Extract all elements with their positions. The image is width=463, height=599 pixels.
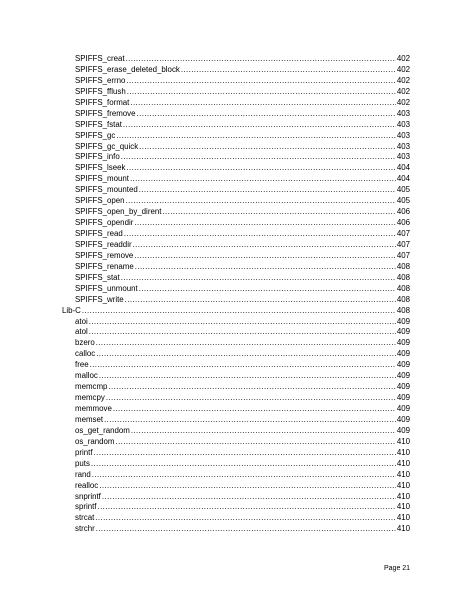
toc-entry-page: 405 (396, 185, 410, 195)
toc-entry[interactable] (62, 327, 410, 338)
dot-leader (162, 207, 395, 218)
dot-leader (89, 317, 396, 328)
dot-leader (96, 338, 396, 349)
dot-leader (139, 284, 396, 295)
toc-entry-page: 403 (396, 130, 410, 140)
toc-entry[interactable] (62, 152, 410, 163)
dot-leader (94, 448, 396, 459)
toc-entry-page: 410 (396, 524, 410, 534)
dot-leader (115, 437, 395, 448)
toc-entry-title: SPIFFS_creat (75, 54, 125, 63)
toc-entry-page: 407 (396, 250, 410, 260)
toc-entry-page: 410 (396, 480, 410, 490)
toc-entry-page: 409 (396, 404, 410, 413)
toc-entry-title: SPIFFS_fflush (75, 86, 126, 96)
toc-entry-title: SPIFFS_opendir (75, 218, 134, 228)
toc-entry[interactable] (62, 109, 410, 120)
toc-entry-title: atol (75, 327, 88, 337)
toc-entry-page: 402 (396, 75, 410, 85)
dot-leader (95, 513, 396, 524)
toc-entry-page: 402 (396, 97, 410, 107)
toc-entry-page: 410 (396, 513, 410, 523)
toc-entry[interactable] (62, 76, 410, 87)
toc-entry[interactable] (62, 262, 410, 273)
toc-entry[interactable] (62, 502, 410, 513)
toc-entry[interactable] (62, 98, 410, 109)
toc-entry[interactable] (62, 207, 410, 218)
toc-entry-title: realloc (75, 480, 99, 490)
toc-entry-title: os_get_random (75, 425, 130, 435)
toc-entry-title: free (75, 360, 89, 370)
toc-entry-page: 402 (396, 64, 410, 74)
toc-entry-page: 409 (396, 382, 410, 392)
dot-leader (125, 295, 396, 306)
toc-entry-title: memset (75, 414, 104, 424)
dot-leader (91, 459, 396, 470)
toc-entry-page: 408 (396, 283, 410, 293)
toc-entry-title: SPIFFS_gc_quick (75, 141, 139, 151)
toc-entry[interactable] (62, 284, 410, 295)
toc-entry[interactable] (62, 371, 410, 382)
toc-entry-page: 403 (396, 141, 410, 151)
toc-entry-page: 410 (396, 502, 410, 512)
dot-leader (139, 142, 396, 153)
dot-leader (139, 185, 396, 196)
dot-leader (90, 360, 396, 371)
toc-entry-title: sprintf (75, 502, 97, 512)
dot-leader (96, 349, 396, 360)
dot-leader (133, 240, 396, 251)
toc-entry[interactable] (62, 349, 410, 360)
toc-entry-page: 403 (396, 152, 410, 162)
dot-leader (82, 306, 396, 317)
table-of-contents (62, 54, 410, 535)
toc-entry[interactable] (62, 404, 410, 415)
toc-entry-title: memcpy (75, 393, 105, 403)
toc-entry-title: SPIFFS_unmount (75, 283, 138, 293)
toc-entry[interactable] (62, 360, 410, 371)
toc-entry[interactable] (62, 229, 410, 240)
toc-entry[interactable] (62, 481, 410, 492)
dot-leader (89, 327, 396, 338)
dot-leader (126, 54, 396, 65)
toc-entry-title: SPIFFS_fremove (75, 108, 136, 118)
toc-entry[interactable] (62, 470, 410, 481)
toc-entry[interactable] (62, 437, 410, 448)
dot-leader (123, 120, 396, 131)
dot-leader (130, 174, 396, 185)
toc-entry-title: Lib-C (62, 305, 81, 315)
toc-entry-title: strchr (75, 524, 95, 534)
toc-entry-title: SPIFFS_open_by_dirent (75, 207, 162, 217)
toc-entry-page: 410 (396, 436, 410, 446)
dot-leader (102, 492, 396, 503)
toc-entry-page: 408 (396, 272, 410, 282)
toc-entry-title: SPIFFS_open (75, 196, 125, 206)
toc-entry[interactable] (62, 196, 410, 207)
toc-entry[interactable] (62, 393, 410, 404)
toc-section-entry[interactable] (62, 306, 410, 317)
toc-entry-page: 409 (396, 349, 410, 359)
dot-leader (99, 371, 396, 382)
toc-entry[interactable] (62, 524, 410, 535)
toc-entry-page: 409 (396, 414, 410, 424)
toc-entry-page: 409 (396, 360, 410, 370)
toc-entry-page: 402 (396, 54, 410, 63)
dot-leader (99, 481, 396, 492)
toc-entry[interactable] (62, 295, 410, 306)
toc-entry-page: 404 (396, 163, 410, 173)
dot-leader (96, 524, 396, 535)
toc-entry-page: 404 (396, 174, 410, 184)
toc-entry-title: memcmp (75, 382, 108, 392)
toc-entry[interactable] (62, 142, 410, 153)
toc-entry-page: 402 (396, 86, 410, 96)
dot-leader (181, 65, 396, 76)
toc-entry[interactable] (62, 218, 410, 229)
toc-entry-title: SPIFFS_mounted (75, 185, 138, 195)
toc-entry[interactable] (62, 131, 410, 142)
dot-leader (126, 196, 396, 207)
dot-leader (126, 76, 395, 87)
toc-entry-page: 410 (396, 447, 410, 457)
toc-entry-page: 409 (396, 425, 410, 435)
toc-entry-page: 406 (396, 207, 410, 217)
dot-leader (92, 470, 396, 481)
toc-entry-page: 410 (396, 491, 410, 501)
toc-entry-title: bzero (75, 338, 95, 348)
dot-leader (108, 382, 395, 393)
toc-entry-title: SPIFFS_gc (75, 130, 116, 140)
toc-entry-title: printf (75, 447, 93, 457)
toc-entry-page: 410 (396, 458, 410, 468)
toc-entry-page: 409 (396, 338, 410, 348)
toc-entry[interactable] (62, 492, 410, 503)
toc-entry[interactable] (62, 251, 410, 262)
toc-entry-page: 408 (396, 261, 410, 271)
toc-entry-title: memmove (75, 404, 112, 413)
toc-entry-page: 409 (396, 371, 410, 381)
dot-leader (134, 251, 396, 262)
toc-entry[interactable] (62, 185, 410, 196)
toc-entry[interactable] (62, 273, 410, 284)
toc-entry-title: SPIFFS_fstat (75, 119, 122, 129)
toc-entry-page: 408 (396, 294, 410, 304)
dot-leader (104, 415, 396, 426)
toc-entry[interactable] (62, 163, 410, 174)
toc-entry-page: 405 (396, 196, 410, 206)
toc-entry-title: SPIFFS_format (75, 97, 130, 107)
toc-entry[interactable] (62, 174, 410, 185)
toc-entry[interactable] (62, 120, 410, 131)
toc-entry[interactable] (62, 338, 410, 349)
toc-entry-page: 406 (396, 218, 410, 228)
toc-entry-page: 403 (396, 119, 410, 129)
dot-leader (135, 262, 396, 273)
toc-entry-title: SPIFFS_erase_deleted_block (75, 64, 180, 74)
dot-leader (124, 229, 396, 240)
toc-entry-page: 410 (396, 469, 410, 479)
toc-entry-title: snprintf (75, 491, 101, 501)
toc-entry-title: strcat (75, 513, 95, 523)
toc-entry-title: SPIFFS_errno (75, 75, 126, 85)
toc-entry[interactable] (62, 382, 410, 393)
toc-entry[interactable] (62, 459, 410, 470)
toc-entry[interactable] (62, 54, 410, 65)
toc-entry-title: malloc (75, 371, 98, 381)
toc-entry-title: SPIFFS_remove (75, 250, 134, 260)
toc-entry-title: os_random (75, 436, 115, 446)
toc-entry[interactable] (62, 513, 410, 524)
toc-entry-title: SPIFFS_rename (75, 261, 134, 271)
toc-entry[interactable] (62, 65, 410, 76)
toc-entry[interactable] (62, 448, 410, 459)
toc-entry-page: 403 (396, 108, 410, 118)
toc-entry-page: 409 (396, 316, 410, 326)
dot-leader (137, 109, 396, 120)
dot-leader (127, 87, 396, 98)
dot-leader (106, 393, 396, 404)
toc-entry-title: SPIFFS_readdir (75, 239, 132, 249)
toc-entry[interactable] (62, 426, 410, 437)
toc-entry-title: atoi (75, 316, 88, 326)
toc-entry-title: SPIFFS_info (75, 152, 120, 162)
dot-leader (98, 502, 396, 513)
toc-entry[interactable] (62, 317, 410, 328)
toc-entry-page: 409 (396, 393, 410, 403)
toc-entry-title: calloc (75, 349, 96, 359)
dot-leader (126, 163, 395, 174)
toc-entry[interactable] (62, 240, 410, 251)
toc-entry[interactable] (62, 415, 410, 426)
toc-entry-page: 409 (396, 327, 410, 337)
toc-entry-title: SPIFFS_lseek (75, 163, 126, 173)
toc-entry-page: 407 (396, 239, 410, 249)
dot-leader (121, 273, 396, 284)
toc-entry-page: 408 (396, 305, 410, 315)
toc-entry-title: SPIFFS_read (75, 229, 123, 238)
dot-leader (113, 404, 396, 415)
toc-entry-title: rand (75, 469, 91, 479)
toc-entry-title: SPIFFS_mount (75, 174, 129, 184)
toc-entry-title: puts (75, 458, 90, 468)
dot-leader (134, 218, 395, 229)
dot-leader (131, 426, 396, 437)
toc-entry-page: 407 (396, 229, 410, 238)
toc-entry[interactable] (62, 87, 410, 98)
dot-leader (121, 152, 396, 163)
page-number: Page 21 (384, 565, 411, 572)
toc-entry-title: SPIFFS_write (75, 294, 124, 304)
toc-entry-title: SPIFFS_stat (75, 272, 120, 282)
dot-leader (130, 98, 395, 109)
dot-leader (116, 131, 395, 142)
